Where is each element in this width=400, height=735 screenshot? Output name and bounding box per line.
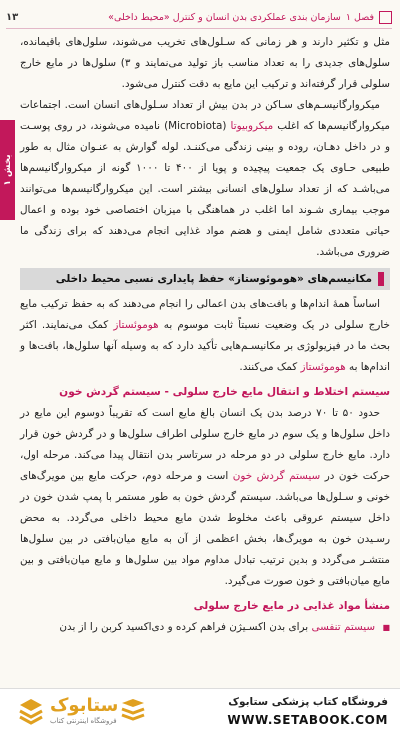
store-url[interactable]: WWW.SETABOOK.COM bbox=[227, 713, 388, 727]
paragraph-3-text-a: اساساً همهٔ اندام‌ها و بافت‌های بدن اعمالی را انجام می‌دهند که به حفظ ترکیب مایع خارج سلولی در یک وضعیت نسبتاً ثابت موسوم به bbox=[20, 298, 390, 331]
paragraph-1 bbox=[20, 32, 390, 95]
page-header bbox=[6, 6, 392, 29]
section-side-tab bbox=[0, 120, 15, 220]
bullet-respiratory-text: برای بدن اکسـیژن فراهم کرده و دی‌اکسید کربن را از بدن bbox=[59, 621, 312, 633]
book-stack-icon bbox=[120, 697, 146, 723]
page-content bbox=[20, 32, 390, 638]
side-tab-label: بخش ۱ bbox=[2, 154, 13, 186]
running-head bbox=[108, 11, 392, 24]
logo-text: ستابوک bbox=[50, 695, 119, 716]
paragraph-4-text-b: است و مرحله دوم، حرکت مایع بین مویرگ‌های خونی و سـلول‌ها می‌باشد. سیستم گردش خون به طور مستمر با پمپ شدن خون در داخل سیستم عروقی باعث مخلوط شدن مایع محیط داخلی می‌گردد. به محض رسـیدن خون به مویرگ‌ها، بخش اعظمی از آن به مایع میان‌بافتی در بین سلول‌ها منتشـر می‌گردد و بدین ترتیب تبادل مداوم مواد بین سلول‌ها و مایع میان‌بافتی و بین مایع میان‌بافتی و خون صورت می‌گیرد. bbox=[20, 470, 390, 587]
section-title: مکانیسم‌های «هوموئوستاز» حفظ پایداری نسبی محیط داخلی bbox=[55, 272, 372, 285]
section-heading-bar bbox=[20, 268, 390, 290]
paragraph-homeostasis bbox=[20, 294, 390, 378]
paragraph-microbiota bbox=[20, 95, 390, 263]
paragraph-circulation bbox=[20, 403, 390, 592]
setabook-logo-icon bbox=[16, 697, 46, 725]
paragraph-2-text-a: میکروارگانیسـم‌های سـاکن در بدن بیش از تعداد سـلول‌های انسان است. اجتماعات میکروارگانیسم‌ها که اغلب bbox=[20, 99, 390, 132]
term-circulatory-system: سیستم گردش خون bbox=[232, 470, 321, 482]
term-microbiota: میکروبیوتا bbox=[230, 120, 274, 132]
bullet-respiratory bbox=[20, 617, 390, 638]
paragraph-2-text-b: (Microbiota) نامیده می‌شوند، در روی پوسـت و در داخل دهـان، روده و بینی زندگی می‌کننـد. لوله گوارش به عنـوان مثال به طور طبیعی حـاوی یک جمعیت پیچیده و پویا از ۴۰۰ تا ۱۰۰۰ گونه از میکروارگانیسم‌ها می‌باشـد که از تعداد سلول‌های انسانی بیشتر است. این میکروارگانیسم‌ها می‌توانند موجب بیماری شـوند اما اغلب در هماهنگی با میزبان اختصاصی خود بوده و اعمال حیاتی متعددی شامل ایمنی و هضم مواد غذایی انجام می‌دهند که برای زندگی ما ضروری می‌باشد. bbox=[20, 120, 391, 258]
term-homeostasis: هوموئستاز bbox=[113, 319, 159, 331]
paragraph-3-text-b: کمک می‌نمایند. اکثر بحث ما در فیزیولوژی بر مکانیسـم‌هایی تأکید دارد که به وسیله آنها سلول‌ها، بافت‌ها و اندام‌ها به bbox=[20, 319, 390, 373]
chapter-label: فصل ۱ bbox=[345, 11, 374, 23]
chapter-title: سازمان بندی عملکردی بدن انسان و کنترل «محیط داخلی» bbox=[108, 11, 341, 23]
term-homeostasis-2: هوموئستاز bbox=[300, 361, 346, 373]
subheading-circulation: سیستم اختلاط و انتقال مایع خارج سلولی - سیستم گردش خون bbox=[59, 386, 390, 398]
paragraph-4-text-a: حدود ۵۰ تا ۷۰ درصد بدن یک انسان بالغ مایع است که تقریباً دوسوم این مایع در داخل سلول‌ها و یک سوم در مایع خارج سلولی اطراف سلول‌ها و در گردش خون قرار دارد. مایع خارج سلولی در دو مرحله در سرتاسر بدن انتقال پیدا می‌کند. مرحله اول، حرکت خون در bbox=[20, 407, 391, 482]
term-respiratory-system: سیستم تنفسی bbox=[311, 621, 376, 633]
section-marker-icon bbox=[378, 272, 384, 286]
page-number: ۱۳ bbox=[6, 11, 19, 23]
logo-subtitle: فروشگاه اینترنتی کتاب bbox=[50, 717, 117, 725]
paragraph-1-text: مثل و تکثیر دارند و هر زمانی که سـلول‌های تخریب می‌شوند، سلول‌های باقیمانده، سلول‌های جدیدی را به تعداد مناسب باز تولید می‌نمایند و ۳) سلول‌ها در مایع خارج سلولی قرار گرفته‌اند و ترکیب این مایع به دقت کنترل می‌شود. bbox=[20, 36, 390, 90]
store-name: فروشگاه کتاب پزشکی ستابوک bbox=[228, 696, 388, 708]
store-footer bbox=[0, 688, 400, 735]
chapter-box-icon bbox=[379, 11, 392, 24]
paragraph-3-text-c: کمک می‌کنند. bbox=[239, 361, 301, 373]
subheading-nutrients: منشأ مواد غذایی در مایع خارج سلولی bbox=[193, 600, 390, 612]
